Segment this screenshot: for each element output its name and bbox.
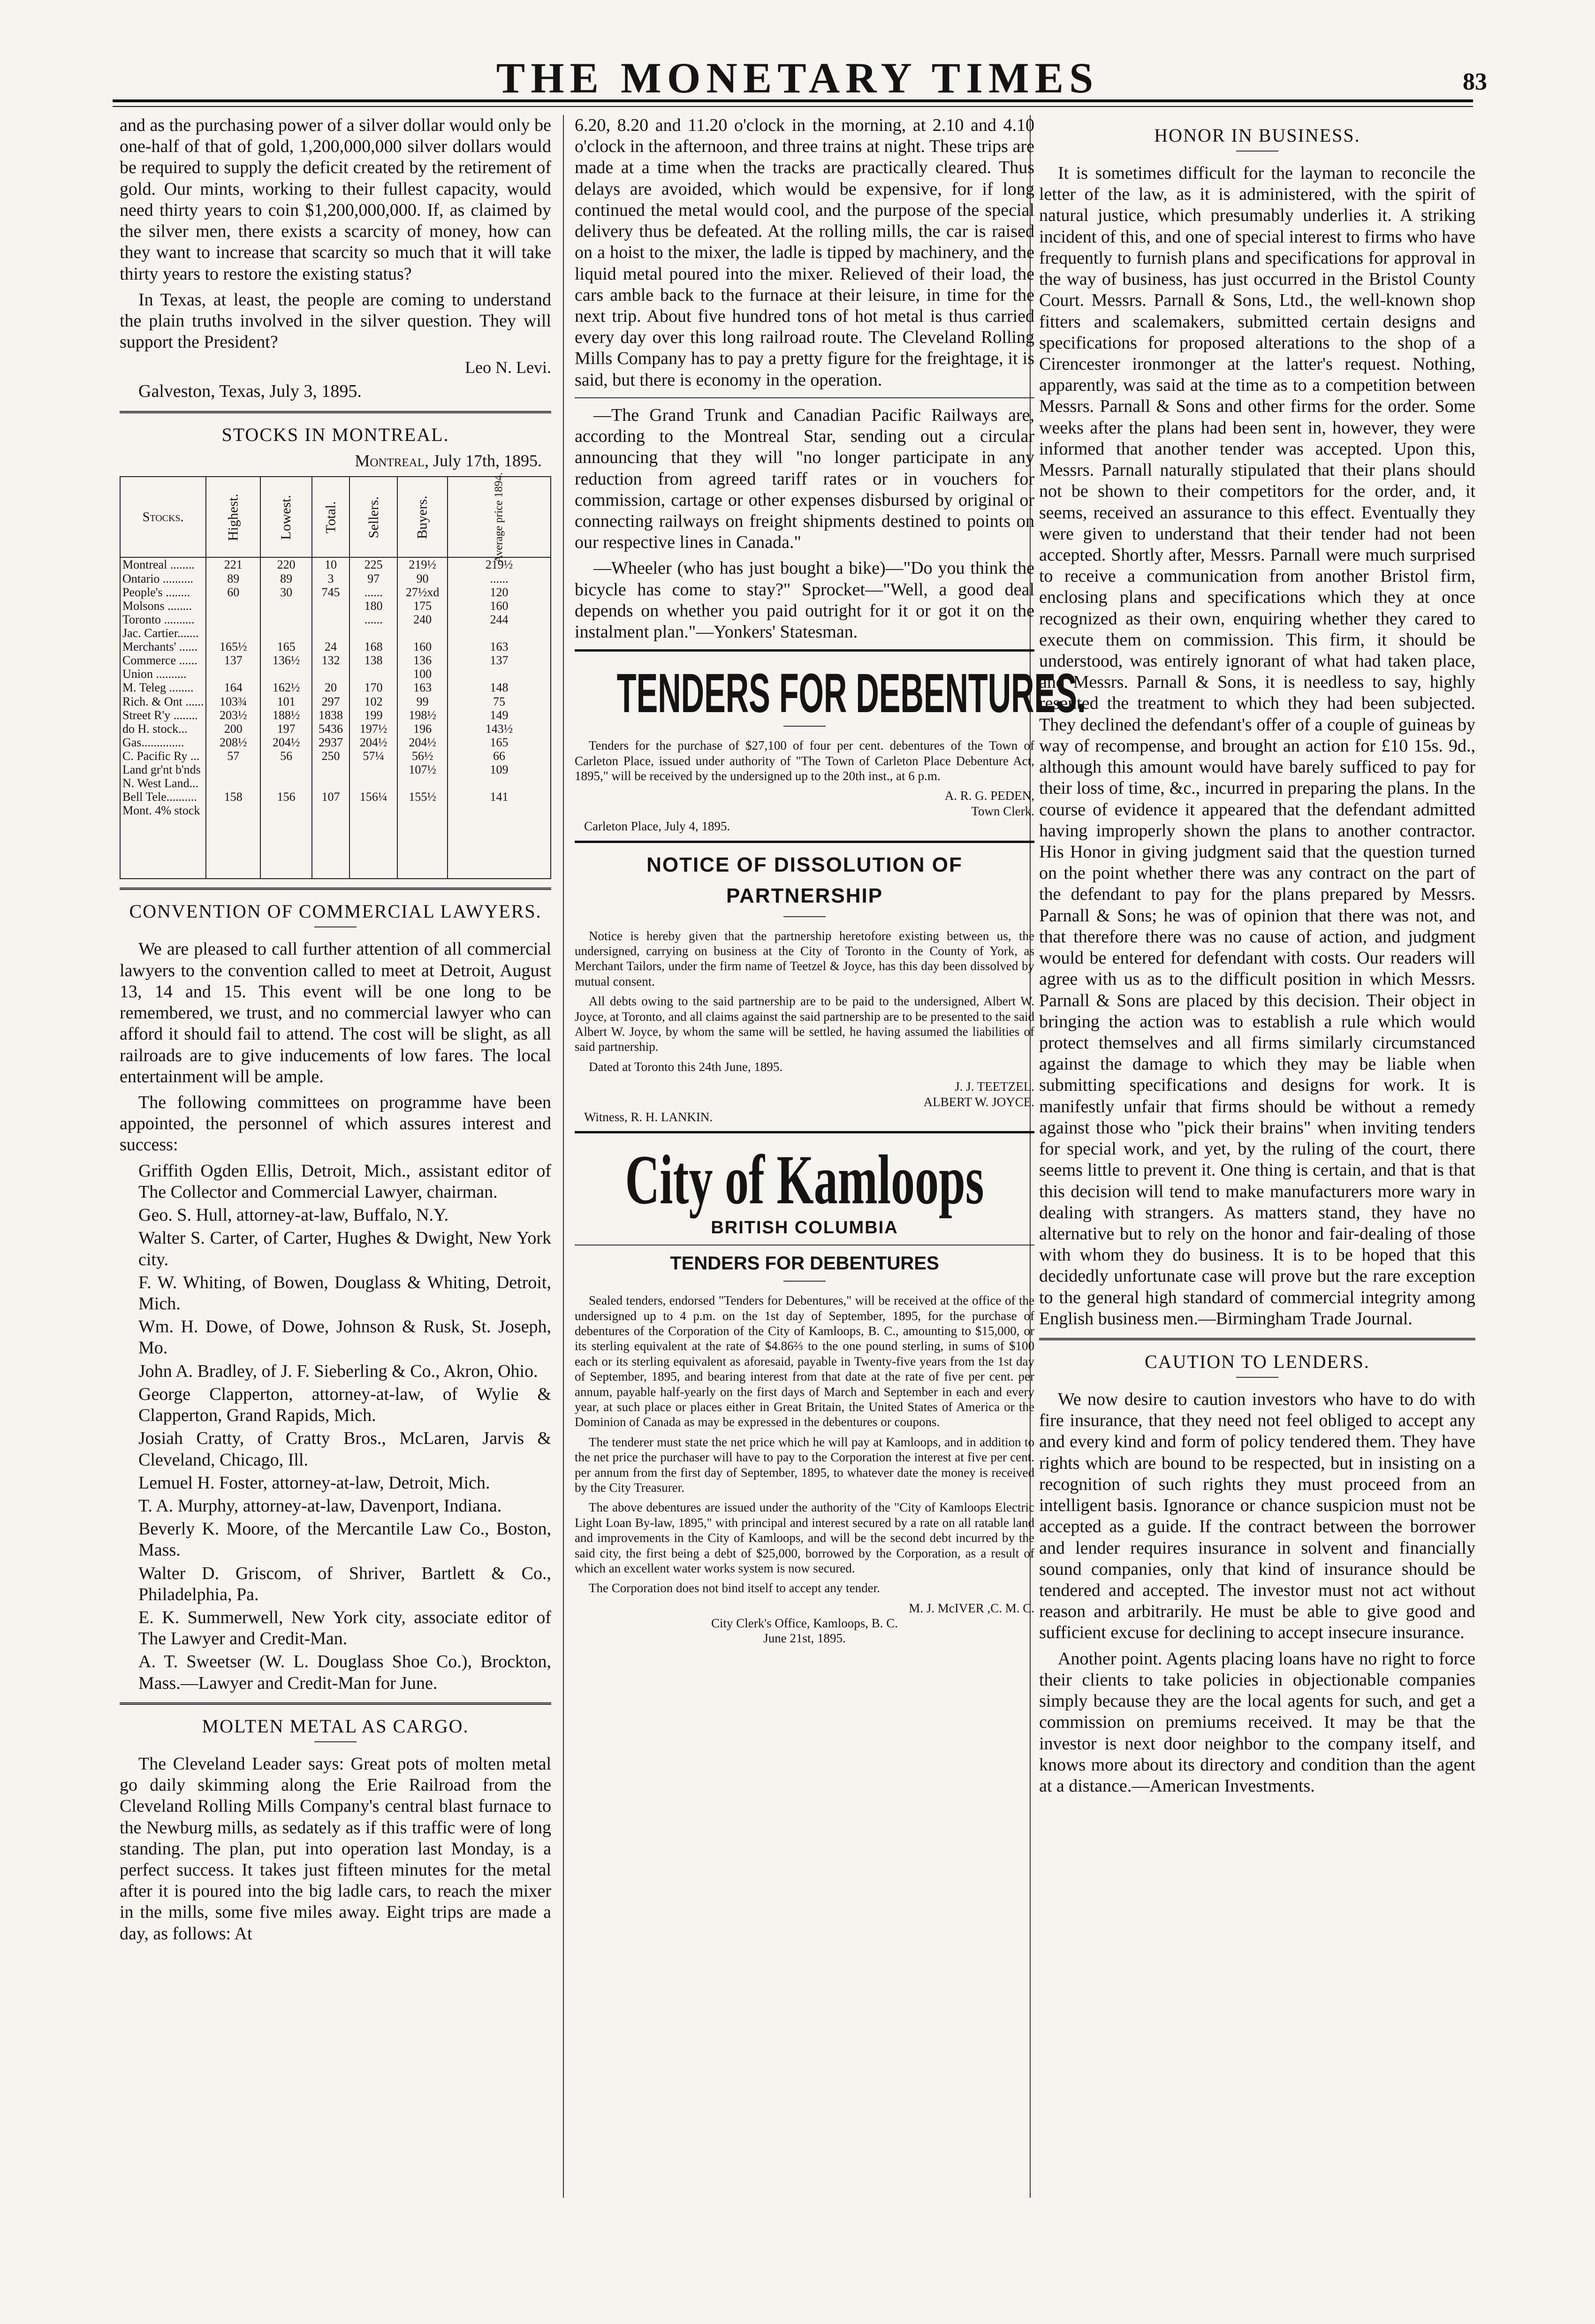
stock-value-cell — [260, 763, 312, 776]
stock-value-cell — [312, 599, 349, 613]
column-header: Average price 1894. — [448, 477, 551, 557]
stock-value-cell: 60 — [206, 585, 260, 599]
stock-value-cell: 188½ — [260, 708, 312, 722]
stocks-date-city: Montreal, — [355, 451, 429, 471]
stock-value-cell: 90 — [397, 572, 447, 585]
ad-paragraph: The tenderer must state the net price which he will pay at Kamloops, and in addition to the net price the purchaser will have to pay to the Corporation the interest at five per cent. per annum from the first day of September, 1895, to whatever date the money is received by the City Treasurer. — [575, 1435, 1034, 1495]
stock-value-cell: 56½ — [397, 749, 447, 763]
empty-cell — [312, 817, 349, 879]
ad-office: City Clerk's Office, Kamloops, B. C. — [711, 1616, 898, 1631]
stock-value-cell: 219½ — [397, 557, 447, 571]
stock-name-cell: C. Pacific Ry ... — [120, 749, 206, 763]
stock-value-cell: 165½ — [206, 640, 260, 653]
stock-value-cell — [260, 667, 312, 681]
table-row — [120, 763, 551, 776]
stock-value-cell: ...... — [349, 585, 398, 599]
table-row — [120, 695, 551, 708]
stocks-table — [120, 472, 551, 879]
stock-value-cell: 5436 — [312, 722, 349, 736]
stock-value-cell: 220 — [260, 557, 312, 571]
stock-value-cell — [206, 763, 260, 776]
column-header: Sellers. — [349, 477, 398, 557]
table-row — [120, 790, 551, 804]
ad-signer-title: Town Clerk. — [971, 804, 1034, 818]
column-divider — [563, 115, 564, 2198]
table-header-row — [120, 477, 551, 557]
stock-value-cell: 107½ — [397, 763, 447, 776]
table-row — [120, 776, 551, 790]
heading-dash — [1236, 1377, 1278, 1378]
stock-value-cell: 89 — [206, 572, 260, 585]
stock-value-cell: 197 — [260, 722, 312, 736]
section-heading: MOLTEN METAL AS CARGO. — [202, 1715, 469, 1737]
column-header: Stocks. — [120, 477, 206, 557]
stock-value-cell: 204½ — [260, 736, 312, 749]
list-item: Beverly K. Moore, of the Mercantile Law Co., Boston, Mass. — [138, 1519, 551, 1560]
stock-name-cell: Merchants' ...... — [120, 640, 206, 653]
table-row — [120, 640, 551, 653]
section-rule — [575, 1245, 1034, 1246]
list-item: Josiah Cratty, of Cratty Bros., McLaren, Jarvis & Cleveland, Chicago, Ill. — [138, 1428, 551, 1470]
stock-value-cell: 24 — [312, 640, 349, 653]
stock-value-cell — [448, 667, 551, 681]
stock-value-cell: 155½ — [397, 790, 447, 804]
table-row — [120, 749, 551, 763]
list-item: John A. Bradley, of J. F. Sieberling & Co., Akron, Ohio. — [138, 1361, 538, 1381]
stock-value-cell: 165 — [448, 736, 551, 749]
stock-value-cell: 102 — [349, 695, 398, 708]
section-heading: STOCKS IN MONTREAL. — [221, 424, 449, 446]
article-paragraph: 6.20, 8.20 and 11.20 o'clock in the morning, at 2.10 and 4.10 o'clock in the afternoon, and three trains at night. These trips are made at a time when the tracks are practically cleared. Thus delays are avoided, which would be expensive, for if long continued the metal would cool, and the purpose of the special delivery thus be defeated. At the rolling mills, the car is raised on a hoist to the mixer, the ladle is tipped by machinery, and the liquid metal poured into the mixer. Relieved of their load, the cars amble back to the furnace at their leisure, in time for the next trip. About five hundred tons of hot metal is thus carried every day over this long railroad route. The Cleveland Rolling Mills Company has to pay a pretty figure for the freightage, it is said, but there is economy in the operation. — [575, 115, 1034, 390]
stock-value-cell: 175 — [397, 599, 447, 613]
article-paragraph: —Wheeler (who has just bought a bike)—"Do you think the bicycle has come to stay?" Sprocket—"Well, a good deal depends on whether you paid outright for it or got it on the instalment plan."—Yonkers' Statesman. — [575, 558, 1034, 642]
kamloops-ad — [575, 1141, 1034, 1646]
ad-paragraph: The above debentures are issued under the authority of the "City of Kamloops Electric Light Loan By-law, 1895," with principal and interest secured by a rate on all ratable land and improvements in the City of Kamloops, and will be the second debt incurred by the said city, the first being a debt of $25,000, borrowed by the Corporation, as a result of which an excellent water works system is now secured. — [575, 1500, 1034, 1575]
stock-value-cell: 136½ — [260, 653, 312, 667]
list-item: George Clapperton, attorney-at-law, of Wylie & Clapperton, Grand Rapids, Mich. — [138, 1384, 551, 1426]
notice-witness: Witness, R. H. LANKIN. — [584, 1109, 713, 1124]
stock-value-cell — [260, 804, 312, 817]
article-paragraph: The Cleveland Leader says: Great pots of molten metal go daily skimming along the Erie Railroad from the Cleveland Rolling Mills Company's central blast furnace to the Newburg mills, as sedately as if this traffic were of long standing. The plan, put into operation last Monday, is a perfect success. It takes just fifteen minutes for the metal after it is poured into the big ladle cars, to reach the mixer in the mills, some five miles away. Eight trips are made a day, as follows: At — [120, 1754, 551, 1944]
stock-value-cell: 745 — [312, 585, 349, 599]
committee-list — [120, 1161, 551, 1694]
stocks-date-value: July 17th, 1895. — [433, 451, 542, 471]
stock-value-cell: 196 — [397, 722, 447, 736]
stock-value-cell: 99 — [397, 695, 447, 708]
stocks-date — [120, 451, 542, 471]
section-rule — [120, 888, 551, 890]
kamloops-headline: City of Kamloops — [625, 1141, 984, 1219]
column-header: Total. — [312, 477, 349, 557]
column-header: Highest. — [206, 477, 260, 557]
stock-value-cell — [312, 626, 349, 640]
stock-value-cell: 149 — [448, 708, 551, 722]
stock-value-cell: 148 — [448, 681, 551, 694]
heading-dash — [783, 726, 826, 727]
column-1 — [120, 115, 551, 1949]
stock-value-cell: 10 — [312, 557, 349, 571]
stock-value-cell: 168 — [349, 640, 398, 653]
stock-value-cell: 225 — [349, 557, 398, 571]
table-row — [120, 681, 551, 694]
stock-name-cell: Montreal ........ — [120, 557, 206, 571]
table-row — [120, 708, 551, 722]
stock-value-cell — [349, 763, 398, 776]
ad-border — [575, 1131, 1034, 1133]
article-paragraph: We are pleased to call further attention of all commercial lawyers to the convention called to meet at Detroit, August 13, 14 and 15. This event will be one long to be remembered, we trust, and no commercial lawyer who can afford it should fail to attend. The cost will be slight, as all railroads are to give inducements of low fares. The local entertainment will be ample. — [120, 939, 551, 1086]
empty-cell — [260, 817, 312, 879]
list-item: Walter S. Carter, of Carter, Hughes & Dwight, New York city. — [138, 1228, 551, 1269]
section-rule — [120, 411, 551, 413]
ad-paragraph: Sealed tenders, endorsed "Tenders for Debentures," will be received at the office of the undersigned up to 4 p.m. on the 1st day of September, 1895, for the purchase of debentures of the Corporation of the City of Kamloops, B. C., amounting to $15,000, or its sterling equivalent at the rate of $4.86⅔ to the one pound sterling, in sums of $100 each or its sterling equivalent as aforesaid, payable in Twenty-five years from the 1st day of September, 1895, and bearing interest from that date at the rate of five per cent. per annum, payable half-yearly on the first days of March and September in each and every year, at such place or places either in Great Britain, the United States of America or the Dominion of Canada as may be expressed in the debentures or coupons. — [575, 1293, 1034, 1429]
stock-value-cell: 162½ — [260, 681, 312, 694]
stock-value-cell: 138 — [349, 653, 398, 667]
ad-border — [575, 649, 1034, 652]
ad-date: June 21st, 1895. — [763, 1631, 846, 1646]
stock-value-cell: 143½ — [448, 722, 551, 736]
article-paragraph: In Texas, at least, the people are coming to understand the plain truths involved in the silver question. They will support the President? — [120, 289, 551, 352]
stock-value-cell: ...... — [349, 613, 398, 626]
stock-name-cell: Toronto .......... — [120, 613, 206, 626]
article-paragraph: Another point. Agents placing loans have no right to force their clients to take policies in objectionable companies simply because they are the local agents for such, and get a commission on premiums received. It may be that the investor is next door neighbor to the company itself, and knows more about its directory and condition than the agent at a distance.—American Investments. — [1039, 1648, 1475, 1796]
stock-name-cell: Street R'y ........ — [120, 708, 206, 722]
ad-border — [575, 841, 1034, 843]
stocks-table-body — [120, 557, 551, 879]
signature: Leo N. Levi. — [465, 358, 551, 377]
table-row — [120, 722, 551, 736]
list-item: A. T. Sweetser (W. L. Douglass Shoe Co.), Brockton, Mass.—Lawyer and Credit-Man for June. — [138, 1652, 551, 1693]
table-row — [120, 599, 551, 613]
stock-value-cell: 200 — [206, 722, 260, 736]
list-item: Wm. H. Dowe, of Dowe, Johnson & Rusk, St. Joseph, Mo. — [138, 1317, 551, 1358]
stock-value-cell: 2937 — [312, 736, 349, 749]
notice-paragraph: Dated at Toronto this 24th June, 1895. — [589, 1059, 783, 1074]
stock-value-cell — [448, 626, 551, 640]
stock-value-cell: 136 — [397, 653, 447, 667]
table-row — [120, 653, 551, 667]
notice-heading: NOTICE OF DISSOLUTION OF PARTNERSHIP — [646, 853, 963, 907]
section-heading: HONOR IN BUSINESS. — [1154, 125, 1360, 146]
stock-value-cell: 141 — [448, 790, 551, 804]
stock-value-cell: 30 — [260, 585, 312, 599]
stock-value-cell — [206, 804, 260, 817]
stock-value-cell: 3 — [312, 572, 349, 585]
empty-cell — [448, 817, 551, 879]
heading-dash — [314, 1741, 357, 1742]
ad-signer: A. R. G. PEDEN, — [944, 789, 1034, 803]
stock-value-cell — [260, 776, 312, 790]
column-header: Buyers. — [397, 477, 447, 557]
stock-value-cell: 109 — [448, 763, 551, 776]
ad-dateline: Carleton Place, July 4, 1895. — [584, 819, 730, 834]
stock-value-cell — [349, 776, 398, 790]
stock-value-cell — [397, 776, 447, 790]
stock-name-cell: Rich. & Ont ...... — [120, 695, 206, 708]
list-item: E. K. Summerwell, New York city, associate editor of The Lawyer and Credit-Man. — [138, 1608, 551, 1649]
stock-name-cell: Jac. Cartier....... — [120, 626, 206, 640]
heading-dash — [783, 916, 826, 917]
stock-value-cell — [312, 804, 349, 817]
stock-value-cell: 120 — [448, 585, 551, 599]
stock-value-cell: 180 — [349, 599, 398, 613]
stock-value-cell — [206, 613, 260, 626]
stock-name-cell: Ontario .......... — [120, 572, 206, 585]
section-rule — [120, 1702, 551, 1705]
stock-value-cell: 160 — [448, 599, 551, 613]
dissolution-notice — [575, 850, 1034, 1125]
stock-value-cell: 208½ — [206, 736, 260, 749]
table-row — [120, 613, 551, 626]
stock-value-cell: 100 — [397, 667, 447, 681]
empty-cell — [120, 817, 206, 879]
list-item: Walter D. Griscom, of Shriver, Bartlett & Co., Philadelphia, Pa. — [138, 1563, 551, 1604]
header-rule — [113, 99, 1473, 102]
column-2 — [575, 115, 1086, 1646]
stock-value-cell: 165 — [260, 640, 312, 653]
notice-paragraph: Notice is hereby given that the partnership heretofore existing between us, the undersigned, carrying on business at the City of Toronto in the County of York, as Merchant Tailors, under the firm name of Teetzel & Joyce, has this day been dissolved by mutual consent. — [575, 928, 1034, 988]
empty-cell — [206, 817, 260, 879]
column-3 — [1039, 115, 1475, 1801]
section-heading: CAUTION TO LENDERS. — [1145, 1351, 1370, 1373]
stock-name-cell: Bell Tele.......... — [120, 790, 206, 804]
stock-name-cell: Molsons ........ — [120, 599, 206, 613]
stock-value-cell: 27½xd — [397, 585, 447, 599]
stock-value-cell: 163 — [397, 681, 447, 694]
section-rule — [575, 397, 1034, 398]
ad-body: Tenders for the purchase of $27,100 of four per cent. debentures of the Town of Carleton Place, issued under authority of "The Town of Carleton Place Debenture Act, 1895," will be received by the undersigned up to the 20th inst., at 6 p.m. — [575, 738, 1034, 783]
stock-value-cell — [349, 626, 398, 640]
stock-value-cell — [397, 804, 447, 817]
stock-value-cell: 197½ — [349, 722, 398, 736]
stock-value-cell: 160 — [397, 640, 447, 653]
notice-signer: ALBERT W. JOYCE. — [923, 1094, 1034, 1109]
stock-value-cell — [349, 804, 398, 817]
table-row — [120, 667, 551, 681]
stock-value-cell — [206, 776, 260, 790]
stock-name-cell: Land gr'nt b'nds — [120, 763, 206, 776]
article-paragraph: The following committees on programme have been appointed, the personnel of which assures interest and success: — [120, 1093, 551, 1155]
tenders-ad — [575, 662, 1086, 834]
column-header: Lowest. — [260, 477, 312, 557]
section-rule — [1039, 1338, 1475, 1340]
newspaper-title: THE MONETARY TIMES — [496, 54, 1099, 102]
stock-value-cell: 164 — [206, 681, 260, 694]
stock-value-cell: 1838 — [312, 708, 349, 722]
stock-value-cell: 204½ — [397, 736, 447, 749]
list-item: Geo. S. Hull, attorney-at-law, Buffalo, N.Y. — [138, 1205, 449, 1225]
list-item: Lemuel H. Foster, attorney-at-law, Detroit, Mich. — [138, 1473, 490, 1493]
stock-name-cell: do H. stock... — [120, 722, 206, 736]
stock-value-cell: 204½ — [349, 736, 398, 749]
stock-value-cell — [397, 626, 447, 640]
stock-value-cell — [312, 667, 349, 681]
stock-value-cell: 244 — [448, 613, 551, 626]
stock-value-cell — [349, 667, 398, 681]
stock-name-cell: Union .......... — [120, 667, 206, 681]
stock-value-cell — [312, 776, 349, 790]
stock-value-cell — [448, 776, 551, 790]
list-item: Griffith Ogden Ellis, Detroit, Mich., assistant editor of The Collector and Commercial Lawyer, chairman. — [138, 1161, 551, 1202]
stock-value-cell: 199 — [349, 708, 398, 722]
stock-value-cell: 203½ — [206, 708, 260, 722]
stock-value-cell: 56 — [260, 749, 312, 763]
stock-value-cell: 66 — [448, 749, 551, 763]
heading-dash — [1236, 151, 1278, 152]
stock-value-cell: 156 — [260, 790, 312, 804]
article-paragraph: It is sometimes difficult for the layman to reconcile the letter of the law, as it is administered, with the spirit of natural justice, which presumably underlies it. A striking incident of this, and one of special interest to firms who have frequently to furnish plans and specifications for approval in the way of business, has just occurred in the Bristol County Court. Messrs. Parnall & Sons, Ltd., the well-known shop fitters and scalemakers, submitted certain designs and specifications for proposed alterations to the shop of a Cirencester ironmonger at the latter's request. Nothing, apparently, was said at the time as to a competition between Messrs. Parnall & Sons and other firms for the order. Some weeks after the plans had been sent in, however, they were informed that another tender was accepted. Upon this, Messrs. Parnall naturally stipulated that their plans should not be shown to their competitors for the order, and, it seems, received an assurance to this effect. Eventually they were given to understand that their tender had not been accepted. Shortly after, Messrs. Parnall were much surprised to receive a communication from another Bristol firm, enclosing plans and specifications which they at once recognized as their own, enquiring whether they cared to execute them on commission. This firm, it should be understood, was entirely ignorant of what had taken place, and Messrs. Parnall & Sons, it is needless to say, highly resented the treatment to which they had been subjected. They declined the defendant's offer of a couple of guineas by way of recompense, and brought an action for £10 15s. 9d., although this amount would have barely sufficed to pay for their loss of time, &c., incurred in preparing the plans. In the course of evidence it appeared that the defendant admitted having improperly shown the plans to another contractor. His Honor in giving judgment said that the question turned on the point whether there was any contract on the part of the defendant to pay for the plans prepared by Messrs. Parnall & Sons; he was of opinion that there was not, and that therefore there was no cause of action, and judgment would be entered for defendant with costs. Our readers will agree with us as to the difficult position in which Messrs. Parnall & Sons are placed by this decision. Their object in bringing the action was to establish a rule which would protect themselves and all firms similarly circumstanced against the damage to which they may be liable when submitting specifications and designs for work. It is manifestly unfair that firms should be without a remedy against those who "pick their brains" when inviting tenders for special work, and yet, by the ruling of the court, there seems little to prevent it. One thing is certain, and that is that this decision will tend to make manufacturers more wary in dealing with strangers. As matters stand, they have no alternative but to rely on the honor and fair-dealing of those with whom they do business. It is to be hoped that this decidedly unfortunate case will prove but the rare exception to the general high standard of commercial integrity among English business men.—Birmingham Trade Journal. — [1039, 163, 1475, 1329]
stock-value-cell — [448, 804, 551, 817]
stock-value-cell — [206, 667, 260, 681]
table-row — [120, 626, 551, 640]
table-row — [120, 804, 551, 817]
stock-name-cell: Gas.............. — [120, 736, 206, 749]
stock-value-cell: 221 — [206, 557, 260, 571]
kamloops-subhead: BRITISH COLUMBIA — [711, 1218, 898, 1238]
stock-value-cell: 20 — [312, 681, 349, 694]
stock-value-cell: ...... — [448, 572, 551, 585]
stock-value-cell: 137 — [448, 653, 551, 667]
stock-value-cell: 198½ — [397, 708, 447, 722]
stock-value-cell: 97 — [349, 572, 398, 585]
stock-value-cell — [260, 626, 312, 640]
empty-cell — [349, 817, 398, 879]
stock-value-cell — [206, 599, 260, 613]
notice-signer: J. J. TEETZEL. — [955, 1079, 1034, 1094]
ad-paragraph: The Corporation does not bind itself to accept any tender. — [589, 1581, 880, 1595]
table-row — [120, 557, 551, 571]
article-paragraph: —The Grand Trunk and Canadian Pacific Railways are, according to the Montreal Star, sending out a circular announcing that they will "no longer participate in any reduction from agreed tariff rates or in vouchers for commission, cartage or other expenses disbursed by original or connecting railways on freight shipments destined to points on our respective lines in Canada." — [575, 405, 1034, 553]
table-row — [120, 585, 551, 599]
stock-value-cell — [312, 613, 349, 626]
stock-value-cell: 75 — [448, 695, 551, 708]
empty-cell — [397, 817, 447, 879]
table-row — [120, 572, 551, 585]
list-item: T. A. Murphy, attorney-at-law, Davenport, Indiana. — [138, 1496, 502, 1516]
kamloops-tenders-heading: TENDERS FOR DEBENTURES — [670, 1253, 939, 1274]
ad-signer: M. J. McIVER ,C. M. C. — [909, 1601, 1034, 1615]
stock-value-cell — [206, 626, 260, 640]
header-rule-thin — [113, 106, 1473, 107]
notice-paragraph: All debts owing to the said partnership are to be paid to the undersigned, Albert W. Joyce, at Toronto, and all claims against the said partnership are to be presented to the said Albert W. Joyce, by whom the same will be settled, he having assumed the liabilities of said partnership. — [575, 994, 1034, 1054]
stock-value-cell: 250 — [312, 749, 349, 763]
stock-value-cell: 158 — [206, 790, 260, 804]
stock-value-cell: 137 — [206, 653, 260, 667]
masthead — [0, 14, 1595, 102]
stock-name-cell: Commerce ...... — [120, 653, 206, 667]
article-paragraph: and as the purchasing power of a silver dollar would only be one-half of that of gold, 1,200,000,000 silver dollars would be required to supply the deficit created by the retirement of gold. Our mints, working to their fullest capacity, would need thirty years to coin $1,200,000,000. If, as claimed by the silver men, there exists a scarcity of money, how can they want to increase that scarcity so much that it will take thirty years to restore the existing status? — [120, 115, 551, 284]
stock-value-cell — [312, 763, 349, 776]
stock-value-cell: 240 — [397, 613, 447, 626]
stock-value-cell: 297 — [312, 695, 349, 708]
stock-value-cell: 103¾ — [206, 695, 260, 708]
table-filler-row — [120, 817, 551, 879]
stock-value-cell: 132 — [312, 653, 349, 667]
dateline: Galveston, Texas, July 3, 1895. — [138, 381, 362, 402]
stock-value-cell: 156¼ — [349, 790, 398, 804]
stock-value-cell — [260, 599, 312, 613]
stock-value-cell: 57 — [206, 749, 260, 763]
stock-value-cell: 107 — [312, 790, 349, 804]
stock-value-cell: 170 — [349, 681, 398, 694]
stock-value-cell: 89 — [260, 572, 312, 585]
tenders-headline: TENDERS FOR DEBENTURES. — [616, 662, 1086, 725]
page-number: 83 — [1463, 68, 1487, 95]
stock-value-cell: 57¼ — [349, 749, 398, 763]
stock-value-cell: 101 — [260, 695, 312, 708]
article-paragraph: We now desire to caution investors who have to do with fire insurance, that they need not feel obliged to accept any and every kind and form of policy tendered them. They have rights which are bound to be respected, but in insisting on a recognition of such rights they must proceed from an intelligent basis. Ignorance or chance suspicion must not be accepted as a guide. If the contract between the borrower and lender requires insurance in solvent and financially sound companies, only that kind of insurance should be tendered and accepted. The investor must not act without reason and arbitrarily. He must be able to give good and sufficient excuse for declining to accept insecure insurance. — [1039, 1390, 1475, 1643]
stock-value-cell: 219½ — [448, 557, 551, 571]
list-item: F. W. Whiting, of Bowen, Douglass & Whiting, Detroit, Mich. — [138, 1272, 551, 1314]
heading-dash — [783, 1281, 826, 1282]
stock-name-cell: M. Teleg ........ — [120, 681, 206, 694]
stock-name-cell: Mont. 4% stock — [120, 804, 206, 817]
stock-value-cell: 163 — [448, 640, 551, 653]
section-heading: CONVENTION OF COMMERCIAL LAWYERS. — [129, 901, 542, 922]
stock-name-cell: N. West Land... — [120, 776, 206, 790]
stock-value-cell — [260, 613, 312, 626]
stock-name-cell: People's ........ — [120, 585, 206, 599]
table-row — [120, 736, 551, 749]
